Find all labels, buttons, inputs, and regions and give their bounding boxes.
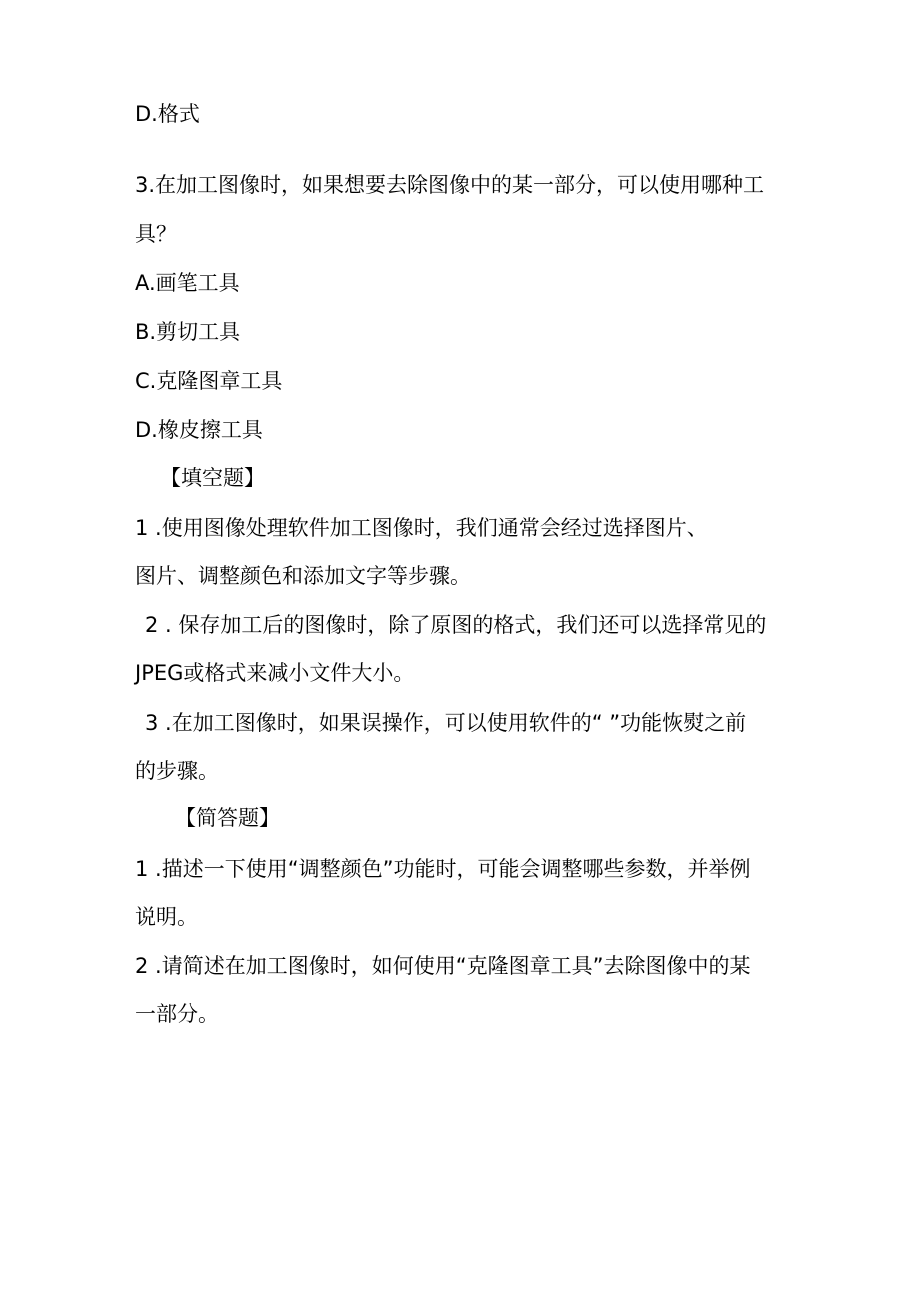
fill-blank-3-line-2: 的步骤。 (135, 759, 219, 783)
fill-blank-2-line-2: JPEG或格式来减小文件大小。 (135, 661, 415, 685)
option-b-cut: B.剪切工具 (135, 320, 241, 344)
fill-blank-2-line-1: 2 . 保存加工后的图像时，除了原图的格式，我们还可以选择常见的 (145, 613, 767, 637)
fill-blank-1-line-2: 图片、调整颜色和添加文字等步骤。 (135, 564, 471, 588)
short-answer-1-line-2: 说明。 (135, 905, 198, 929)
question-3-line-2: 具？ (135, 222, 177, 246)
option-a-brush: A.画笔工具 (135, 271, 240, 295)
option-d-eraser: D.橡皮擦工具 (135, 418, 263, 442)
short-answer-2-line-2: 一部分。 (135, 1002, 219, 1026)
section-heading-short-answer: 【简答题】 (175, 806, 280, 830)
option-c-clone-stamp: C.克隆图章工具 (135, 369, 283, 393)
fill-blank-1-line-1: 1 .使用图像处理软件加工图像时，我们通常会经过选择图片、 (135, 516, 708, 540)
short-answer-1-line-1: 1 .描述一下使用“调整颜色”功能时，可能会调整哪些参数，并举例 (135, 857, 751, 881)
option-d-format: D.格式 (135, 102, 200, 126)
section-heading-fill-blank: 【填空题】 (160, 466, 265, 490)
short-answer-2-line-1: 2 .请简述在加工图像时，如何使用“克隆图章工具”去除图像中的某 (135, 954, 751, 978)
question-3-line-1: 3.在加工图像时，如果想要去除图像中的某一部分，可以使用哪种工 (135, 173, 765, 197)
fill-blank-3-line-1: 3 .在加工图像时，如果误操作，可以使用软件的“ ”功能恢熨之前 (145, 711, 747, 735)
